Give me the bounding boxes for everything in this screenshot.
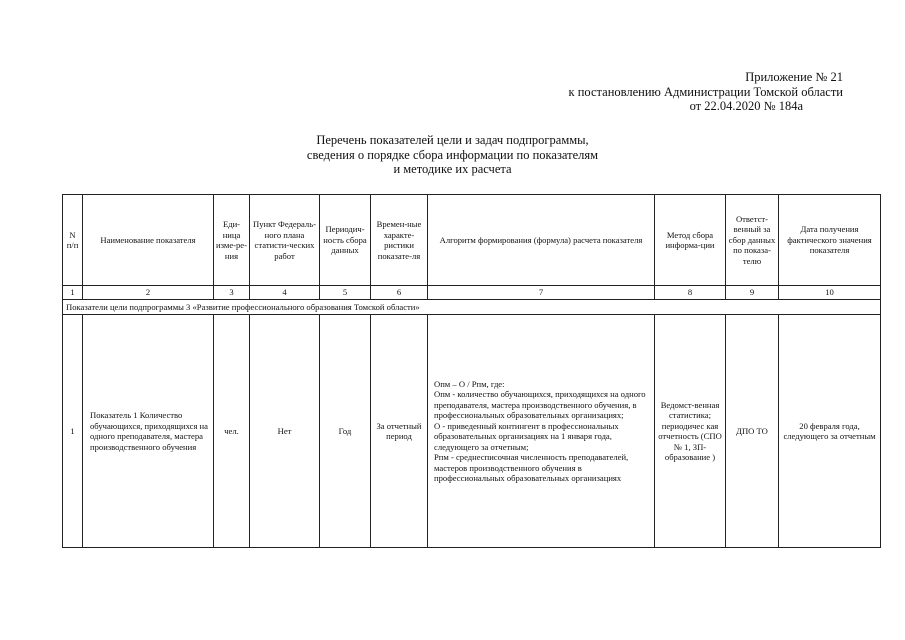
title-line-1: Перечень показателей цели и задач подпрограммы, (316, 133, 589, 147)
appendix-line-3: от 22.04.2020 № 184а (689, 99, 803, 113)
formula-cell (428, 315, 655, 548)
row-number: 1 (63, 315, 83, 548)
formula-line: Рпм - среднесписочная численность преподавателей, мастеров производственного обучения в профессиональных образовательных организациях (434, 452, 629, 483)
column-number: 7 (428, 286, 655, 300)
column-number: 9 (726, 286, 779, 300)
plan-item-cell: Нет (250, 315, 320, 548)
header-cell: Еди-ница изме-ре-ния (214, 195, 250, 286)
section-row (63, 300, 881, 315)
indicator-name: Показатель 1 Количество обучающихся, приходящихся на одного преподавателя, мастера производственного обучения (83, 315, 214, 548)
column-number: 1 (63, 286, 83, 300)
collection-method-cell: Ведомст-венная статистика; периодичес кая отчетность (СПО № 1, ЗП-образование ) (655, 315, 726, 548)
responsible-cell: ДПО ТО (726, 315, 779, 548)
header-cell: Пункт Федераль-ного плана статисти-ческих работ (250, 195, 320, 286)
header-cell: Времен-ные характе-ристики показате-ля (371, 195, 428, 286)
section-title: Показатели цели подпрограммы 3 «Развитие профессионального образования Томской области» (63, 300, 881, 315)
document-title (0, 133, 905, 177)
header-cell: Периодич-ность сбора данных (320, 195, 371, 286)
appendix-line-2: к постановлению Администрации Томской области (568, 84, 843, 99)
column-number: 4 (250, 286, 320, 300)
formula-line: О - приведенный контингент в профессиональных образовательных организациях на 1 января года, следующего за отчетным; (434, 420, 619, 452)
header-cell: Метод сбора информа-ции (655, 195, 726, 286)
title-line-3: и методике их расчета (393, 162, 512, 176)
time-characteristic-cell: За отчетный период (371, 315, 428, 548)
appendix-block (483, 70, 843, 114)
column-number-row (63, 286, 881, 300)
date-cell: 20 февраля года, следующего за отчетным (779, 315, 881, 548)
formula-line: Опм - количество обучающихся, приходящихся на одного преподавателя, мастера производственного обучения, в профессиональных образовательных организациях; (434, 389, 646, 420)
header-cell: N п/п (63, 195, 83, 286)
header-cell: Алгоритм формирования (формула) расчета показателя (428, 195, 655, 286)
column-number: 6 (371, 286, 428, 300)
indicators-table (62, 194, 881, 548)
header-row (63, 195, 881, 286)
header-cell: Наименование показателя (83, 195, 214, 286)
column-number: 2 (83, 286, 214, 300)
column-number: 8 (655, 286, 726, 300)
header-cell: Дата получения фактического значения показателя (779, 195, 881, 286)
column-number: 5 (320, 286, 371, 300)
header-cell: Ответст-венный за сбор данных по показа-телю (726, 195, 779, 286)
unit-cell: чел. (214, 315, 250, 548)
periodicity-cell: Год (320, 315, 371, 548)
table-row (63, 315, 881, 548)
column-number: 10 (779, 286, 881, 300)
column-number: 3 (214, 286, 250, 300)
title-line-2: сведения о порядке сбора информации по показателям (306, 147, 599, 162)
appendix-line-1: Приложение № 21 (745, 70, 843, 84)
formula-line: Опм – О / Рпм, где: (434, 378, 505, 389)
